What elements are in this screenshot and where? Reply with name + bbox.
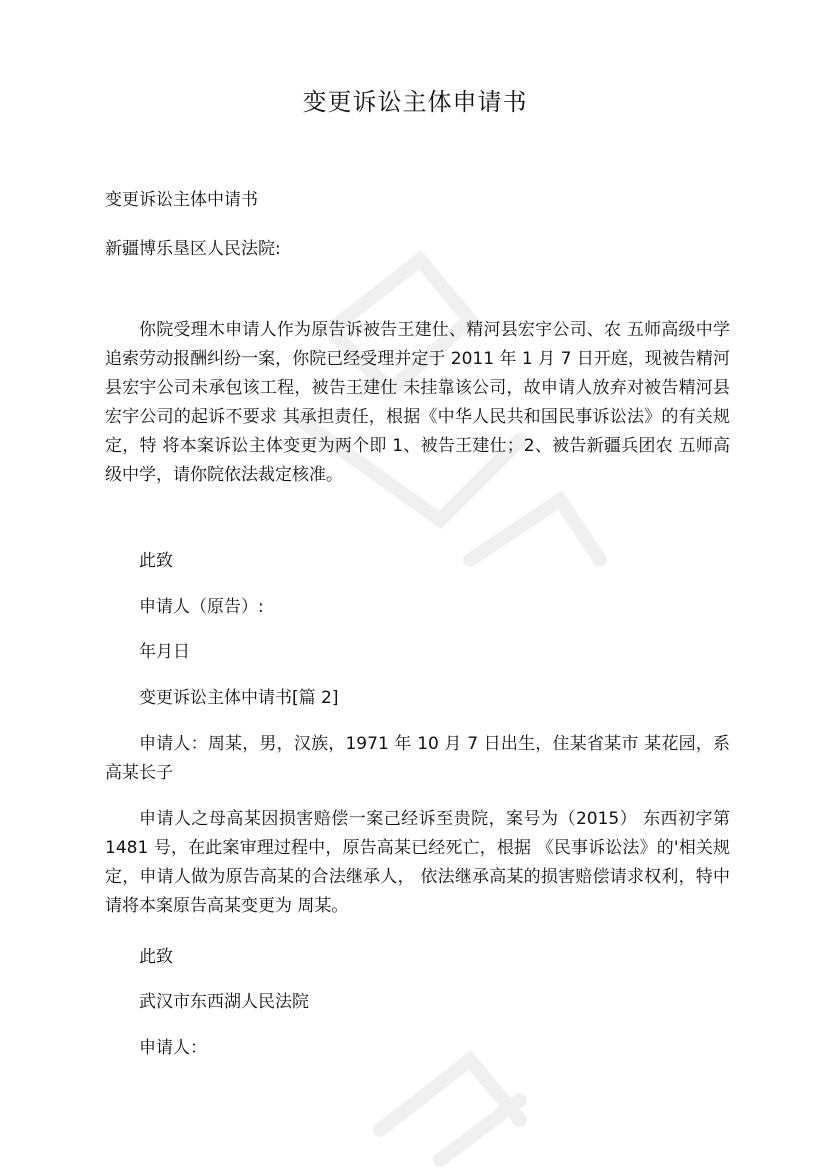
paragraph-2: 申请人之母高某因损害赔偿一案己经诉至贵院，案号为（2015） 东西初字第 1481 号，在此案审理过程中，原告高某已经死亡，根据 《民事诉讼法》的'相关规定，申请人做为原告高某的合法继承人， 依法继承高某的损害赔偿请求权利，特中请将本案原告高某变更为 周某。: [105, 809, 730, 916]
applicant-info: 申请人：周某，男，汉族，1971 年 10 月 7 日出生，住某省某市 某花园，系高某长子: [105, 734, 730, 783]
section-heading-2: 变更诉讼主体中请书[篇 2]: [139, 688, 339, 708]
court-addressee-2: 武汉市东西湖人民法院: [139, 992, 309, 1012]
salutation-1: 此致: [139, 551, 173, 571]
paragraph-1: 你院受理木申请人作为原告诉被告王建仕、精河县宏宇公司、农 五师高级中学追索劳动报酬纠纷一案，你院已经受理并定于 2011 年 1 月 7 日开庭，现被告精河县宏宇公司未承包该工程，被告王建仕 未挂靠该公司，故申请人放弃对被告精河县宏宇公司的起诉不要求 其承担责任，根据《中华人民共和国民事诉讼法》的有关规定，特 将本案诉讼主体变更为两个即 1、被告王建仕；2、被告新疆兵团农 五师高级中学，请你院依法裁定核准。: [105, 320, 730, 485]
applicant-signature-1: 申请人（原告）:: [139, 597, 264, 617]
document-title: 变更诉讼主体申请书: [302, 88, 528, 117]
court-addressee-1: 新疆博乐垦区人民法院:: [105, 239, 281, 259]
salutation-2: 此致: [139, 947, 173, 967]
date-line-1: 年月日: [139, 642, 190, 662]
section-heading-1: 变更诉讼主体中请书: [105, 190, 258, 210]
applicant-signature-2: 申请人：: [139, 1038, 207, 1058]
